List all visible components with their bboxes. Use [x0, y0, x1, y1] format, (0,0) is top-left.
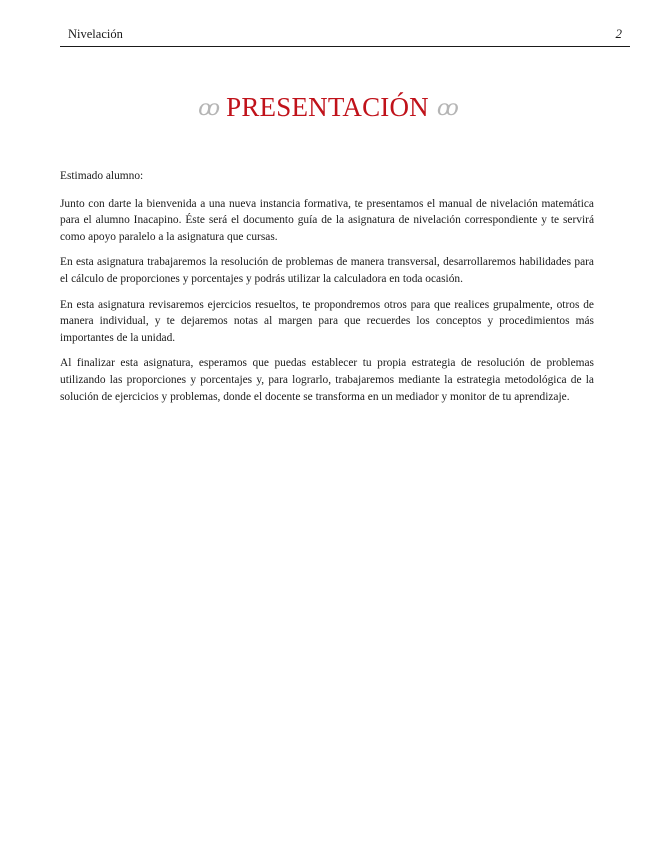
page-number: 2: [615, 26, 622, 41]
body-text: [60, 168, 594, 414]
page-header: [60, 26, 630, 47]
paragraph-1: Junto con darte la bienvenida a una nueva instancia formativa, te presentamos el manual de nivelación matemática para el alumno Inacapino. Éste será el documento guía de la asignatura de nivelación correspondiente y te servirá como apoyo paralelo a la asignatura que cursas.: [60, 197, 594, 243]
greeting: Estimado alumno:: [60, 170, 144, 182]
ornament-left-icon: ꝏ: [198, 94, 219, 120]
page-title: PRESENTACIÓN: [226, 92, 429, 122]
paragraph-4: Al finalizar esta asignatura, esperamos que puedas establecer tu propia estrategia de resolución de problemas utilizando las proporciones y porcentajes y, para lograrlo, trabajaremos mediante la estrategia metodológica de la solución de ejercicios y problemas, donde el docente se transforma en un mediador y monitor de tu aprendizaje.: [60, 357, 594, 403]
ornament-right-icon: ꝏ: [436, 94, 457, 120]
section-heading: [0, 92, 655, 123]
header-title: Nivelación: [68, 27, 123, 41]
paragraph-2: En esta asignatura trabajaremos la resolución de problemas de manera transversal, desarrollaremos habilidades para el cálculo de proporciones y porcentajes y podrás utilizar la calculadora en toda ocasión.: [60, 256, 594, 285]
paragraph-3: En esta asignatura revisaremos ejercicios resueltos, te propondremos otros para que realices grupalmente, otros de manera individual, y te dejaremos notas al margen para que recuerdes los conceptos y procedimientos más importantes de la unidad.: [60, 298, 594, 344]
